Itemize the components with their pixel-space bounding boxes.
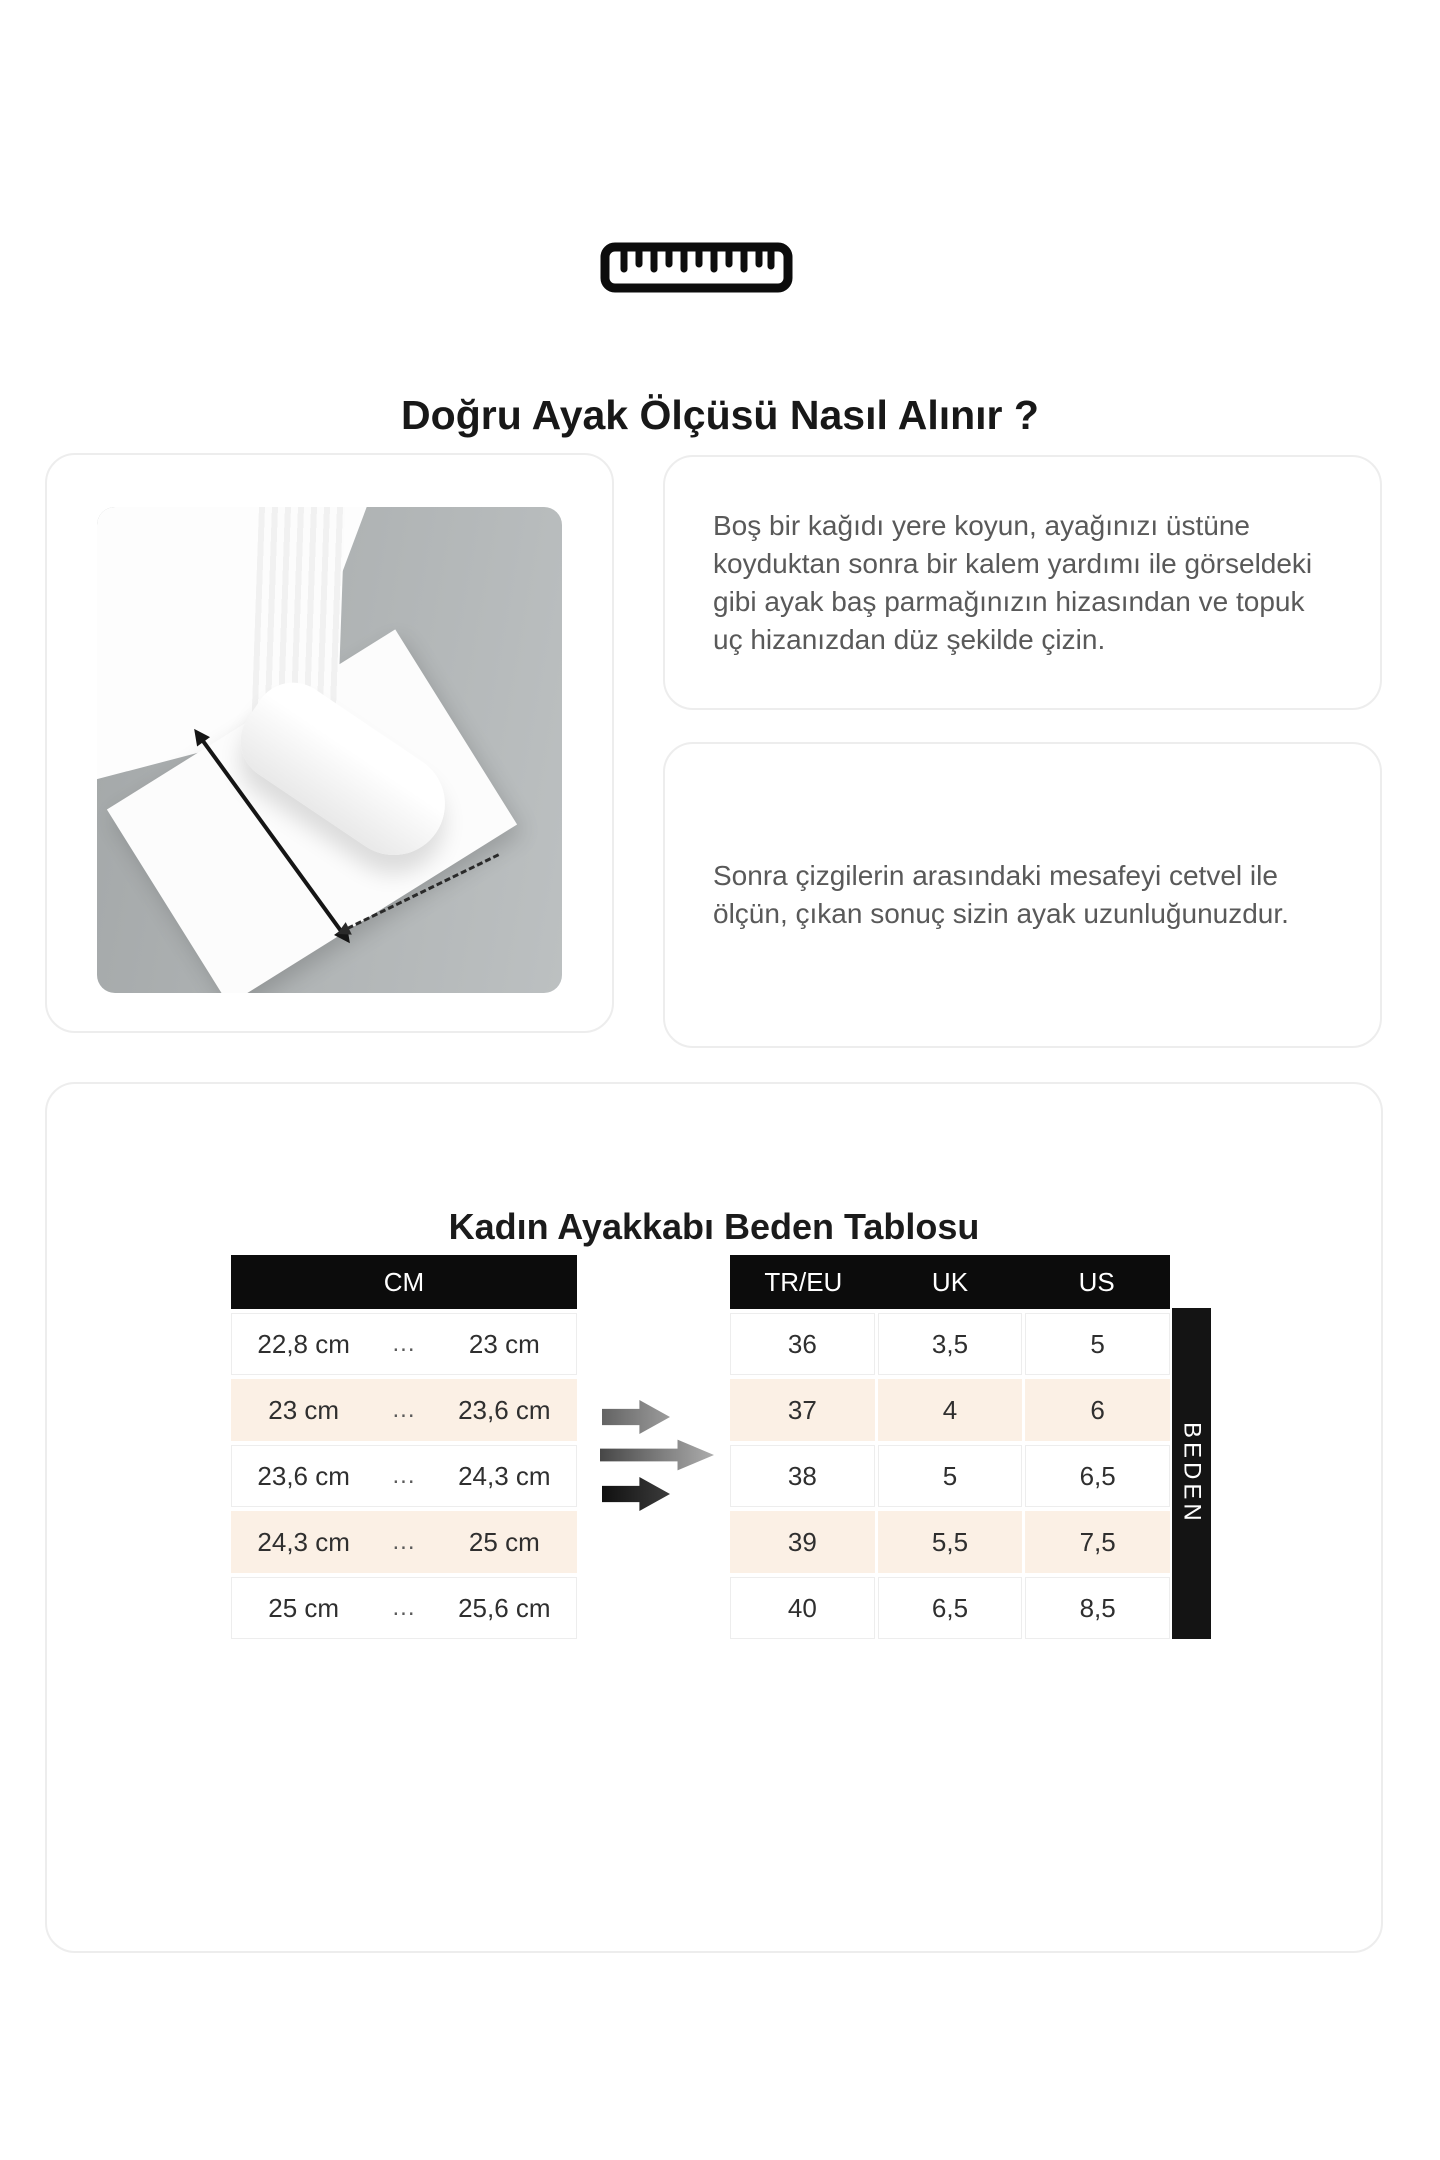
instruction-text-1: Boş bir kağıdı yere koyun, ayağınızı üstüne koyduktan sonra bir kalem yardımı ile görseldeki gibi ayak baş parmağınızın hizasından ve topuk uç hizanızdan düz şekilde çizin. (713, 509, 1313, 655)
cm-from: 24,3 cm (257, 1526, 350, 1557)
cm-table-header: CM (231, 1255, 577, 1309)
foot-measurement-photo (97, 507, 562, 993)
page-title: Doğru Ayak Ölçüsü Nasıl Alınır ? (401, 392, 1039, 438)
cm-to: 25,6 cm (458, 1592, 551, 1623)
table-row (231, 1445, 577, 1507)
measurement-photo-card (45, 453, 614, 1033)
cm-to: 25 cm (468, 1526, 540, 1557)
instruction-card-2 (663, 742, 1382, 1048)
range-dots: ... (392, 1528, 416, 1555)
size-table-header (730, 1255, 1170, 1309)
right-arrow-icon (602, 1477, 670, 1511)
table-row (730, 1511, 1170, 1573)
size-cell: 3,5 (878, 1313, 1023, 1375)
table-row (730, 1379, 1170, 1441)
beden-label: BEDEN (1178, 1422, 1206, 1525)
size-cell: 40 (730, 1577, 875, 1639)
size-cell: 5,5 (878, 1511, 1023, 1573)
col-header-us: US (1078, 1266, 1115, 1297)
ruler-icon (600, 242, 793, 293)
size-cell: 39 (730, 1511, 875, 1573)
size-cell: 5 (1025, 1313, 1170, 1375)
col-header-uk: UK (931, 1266, 969, 1297)
right-arrow-icon (600, 1439, 714, 1471)
table-row (730, 1313, 1170, 1375)
size-cell: 38 (730, 1445, 875, 1507)
size-cell: 6,5 (878, 1577, 1023, 1639)
cm-from: 22,8 cm (257, 1328, 350, 1359)
table-row (730, 1577, 1170, 1639)
table-row (231, 1313, 577, 1375)
size-conversion-table (730, 1255, 1170, 1639)
right-arrow-icon (602, 1400, 670, 1434)
range-dots: ... (392, 1330, 416, 1357)
size-cell: 36 (730, 1313, 875, 1375)
size-cell: 7,5 (1025, 1511, 1170, 1573)
cm-to: 24,3 cm (458, 1460, 551, 1491)
cm-from: 25 cm (268, 1592, 340, 1623)
size-cell: 8,5 (1025, 1577, 1170, 1639)
size-chart-card (45, 1082, 1383, 1953)
cm-to: 23,6 cm (458, 1394, 551, 1425)
cm-table (231, 1255, 577, 1639)
range-dots: ... (392, 1396, 416, 1423)
table-row (730, 1445, 1170, 1507)
table-row (231, 1577, 577, 1639)
size-chart-title: Kadın Ayakkabı Beden Tablosu (448, 1206, 980, 1247)
size-cell: 5 (878, 1445, 1023, 1507)
size-cell: 37 (730, 1379, 875, 1441)
range-dots: ... (392, 1462, 416, 1489)
size-cell: 6 (1025, 1379, 1170, 1441)
table-row (231, 1379, 577, 1441)
cm-to: 23 cm (468, 1328, 540, 1359)
table-row (231, 1511, 577, 1573)
beden-side-bar (1172, 1308, 1211, 1639)
size-cell: 6,5 (1025, 1445, 1170, 1507)
instruction-text-2: Sonra çizgilerin arasındaki mesafeyi cetvel ile ölçün, çıkan sonuç sizin ayak uzunluğunuzdur. (713, 860, 1289, 929)
size-cell: 4 (878, 1379, 1023, 1441)
instruction-card-1 (663, 455, 1382, 710)
range-dots: ... (392, 1594, 416, 1621)
col-header-tr-eu: TR/EU (764, 1266, 843, 1297)
cm-from: 23,6 cm (257, 1460, 350, 1491)
cm-from: 23 cm (268, 1394, 340, 1425)
